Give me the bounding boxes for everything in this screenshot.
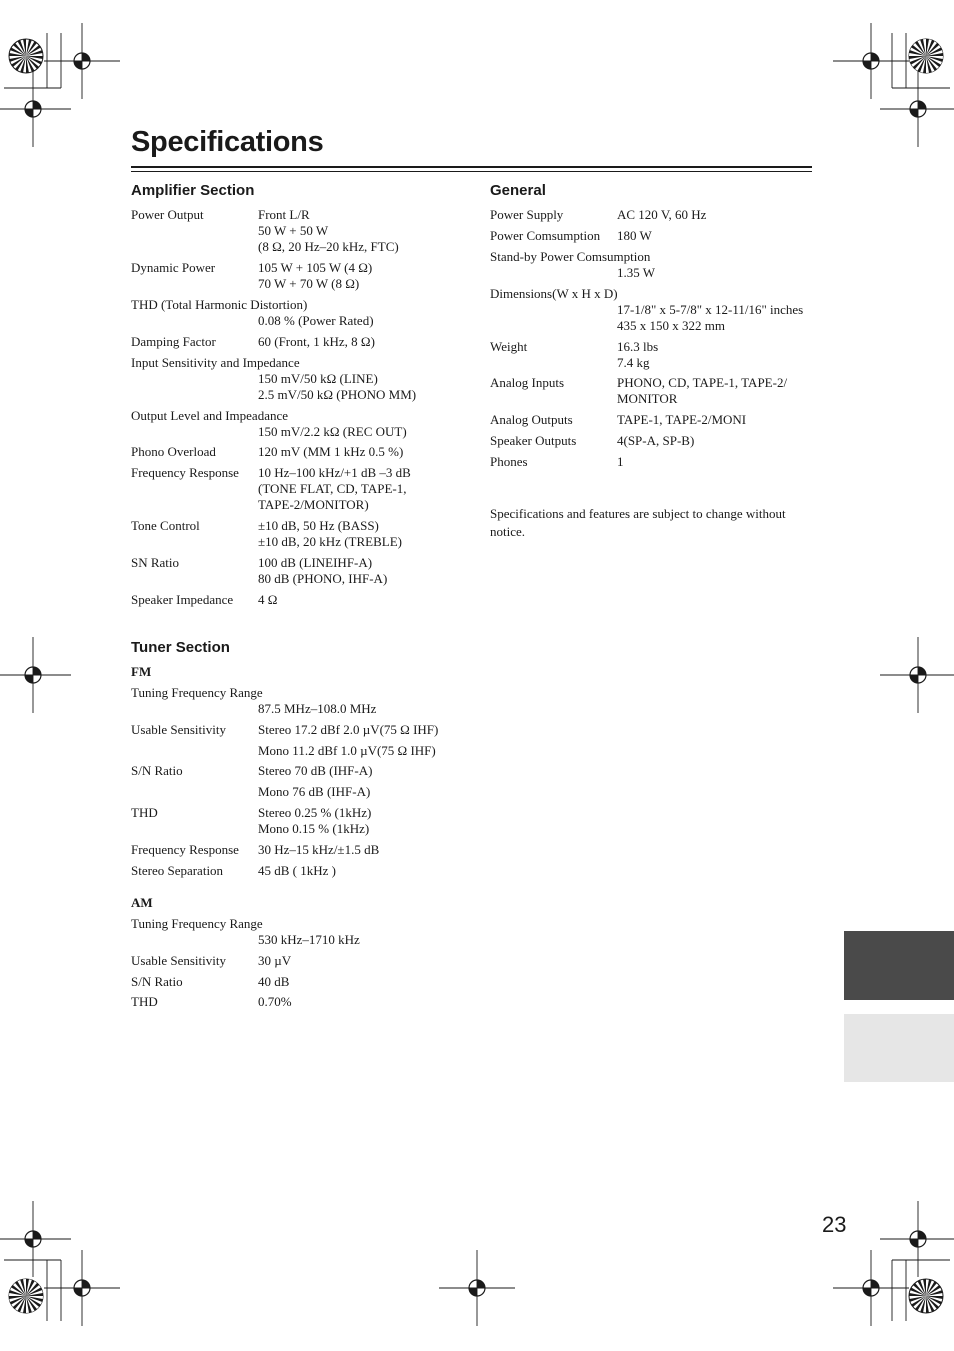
spec-label: Phono Overload xyxy=(131,444,216,459)
registration-crosshair-icon xyxy=(439,1250,515,1326)
spec-label: Power Output xyxy=(131,207,204,222)
spec-value-line: Mono 0.15 % (1kHz) xyxy=(258,821,370,836)
spec-value-line: MONITOR xyxy=(617,391,678,406)
spec-value-line: 1.35 W xyxy=(617,265,656,280)
spec-value xyxy=(617,375,787,407)
registration-crosshair-icon xyxy=(0,637,71,713)
spec-value-line: Stereo 70 dB (IHF-A) xyxy=(258,763,373,778)
spec-value xyxy=(258,371,416,403)
spec-label: Output Level and Impeadance xyxy=(131,408,289,423)
spec-label: Speaker Outputs xyxy=(490,433,577,448)
spec-value-line: Stereo 17.2 dBf 2.0 µV(75 Ω IHF) xyxy=(258,722,439,737)
spec-label: Tone Control xyxy=(131,518,200,533)
spec-value-line: 40 dB xyxy=(258,974,290,989)
spec-value-line: 0.70% xyxy=(258,994,292,1009)
spec-value xyxy=(258,260,372,292)
spec-label: Stereo Separation xyxy=(131,863,224,878)
spec-label: Usable Sensitivity xyxy=(131,722,226,737)
spec-value-line: 30 Hz–15 kHz/±1.5 dB xyxy=(258,842,380,857)
spec-value-line: 150 mV/2.2 kΩ (REC OUT) xyxy=(258,424,407,439)
spec-value-line: 30 µV xyxy=(258,953,292,968)
registration-crosshair-icon xyxy=(880,637,954,713)
registration-crosshair-icon xyxy=(833,1250,909,1326)
spec-value xyxy=(258,334,375,350)
amplifier-section-heading: Amplifier Section xyxy=(131,182,255,199)
spec-value-line: Mono 76 dB (IHF-A) xyxy=(258,784,371,799)
spec-value-line: 87.5 MHz–108.0 MHz xyxy=(258,701,377,716)
registration-starburst-icon xyxy=(9,39,43,73)
spec-value-line: 120 mV (MM 1 kHz 0.5 %) xyxy=(258,444,404,459)
spec-value-line: 2.5 mV/50 kΩ (PHONO MM) xyxy=(258,387,417,402)
spec-value-line: 45 dB ( 1kHz ) xyxy=(258,863,336,878)
spec-value xyxy=(258,743,436,759)
spec-value-line: (8 Ω, 20 Hz–20 kHz, FTC) xyxy=(258,239,399,254)
spec-value xyxy=(258,424,407,440)
section-tab-dark xyxy=(844,931,954,1000)
spec-value xyxy=(258,592,277,608)
disclaimer-note: Specifications and features are subject to change without notice. xyxy=(490,506,786,539)
registration-starburst-icon xyxy=(909,1279,943,1313)
spec-value-line: 16.3 lbs xyxy=(617,339,659,354)
spec-value-line: 60 (Front, 1 kHz, 8 Ω) xyxy=(258,334,375,349)
spec-value-line: 50 W + 50 W xyxy=(258,223,329,238)
registration-crosshair-icon xyxy=(0,71,71,147)
spec-label: THD xyxy=(131,805,158,820)
spec-value xyxy=(258,313,374,329)
spec-value-line: ±10 dB, 20 kHz (TREBLE) xyxy=(258,534,402,549)
spec-value xyxy=(258,701,376,717)
spec-value xyxy=(258,932,360,948)
spec-value xyxy=(617,228,652,244)
spec-label: S/N Ratio xyxy=(131,974,183,989)
spec-label: Frequency Response xyxy=(131,465,239,480)
spec-value-line: AC 120 V, 60 Hz xyxy=(617,207,707,222)
spec-value-line: 1 xyxy=(617,454,624,469)
spec-value-line: 530 kHz–1710 kHz xyxy=(258,932,360,947)
registration-starburst-icon xyxy=(9,1279,43,1313)
registration-crosshair-icon xyxy=(880,71,954,147)
spec-value-line: 70 W + 70 W (8 Ω) xyxy=(258,276,360,291)
spec-label: Weight xyxy=(490,339,528,354)
spec-value xyxy=(258,953,291,969)
spec-value-line: 10 Hz–100 kHz/+1 dB –3 dB xyxy=(258,465,411,480)
spec-value-line: 7.4 kg xyxy=(617,355,650,370)
fm-heading: FM xyxy=(131,664,152,679)
section-tab-light xyxy=(844,1014,954,1082)
spec-value xyxy=(617,207,706,223)
spec-label: SN Ratio xyxy=(131,555,180,570)
spec-value xyxy=(258,994,292,1010)
spec-value-line: 4 Ω xyxy=(258,592,278,607)
spec-value xyxy=(258,974,289,990)
spec-value-line: 80 dB (PHONO, IHF-A) xyxy=(258,571,388,586)
spec-value xyxy=(617,454,624,470)
spec-label: Input Sensitivity and Impedance xyxy=(131,355,300,370)
spec-label: Usable Sensitivity xyxy=(131,953,226,968)
spec-label: Speaker Impedance xyxy=(131,592,234,607)
page-title: Specifications xyxy=(131,126,324,158)
spec-value-line: 100 dB (LINEIHF-A) xyxy=(258,555,373,570)
spec-value xyxy=(617,412,746,428)
spec-value-line: Stereo 0.25 % (1kHz) xyxy=(258,805,372,820)
spec-value-line: Front L/R xyxy=(258,207,310,222)
spec-value xyxy=(258,784,370,800)
tuner-section-heading: Tuner Section xyxy=(131,639,230,656)
spec-value xyxy=(617,339,658,371)
page-number: 23 xyxy=(822,1212,847,1237)
spec-label: THD (Total Harmonic Distortion) xyxy=(131,297,308,312)
spec-label: Frequency Response xyxy=(131,842,239,857)
spec-label: Power Supply xyxy=(490,207,564,222)
spec-value xyxy=(617,302,803,334)
spec-label: Dynamic Power xyxy=(131,260,216,275)
registration-crosshair-icon xyxy=(880,1201,954,1277)
spec-value xyxy=(258,555,387,587)
spec-label: Stand-by Power Comsumption xyxy=(490,249,651,264)
spec-value-line: 105 W + 105 W (4 Ω) xyxy=(258,260,373,275)
spec-label: Dimensions(W x H x D) xyxy=(490,286,618,301)
spec-value xyxy=(258,722,438,738)
registration-crosshair-icon xyxy=(0,1201,71,1277)
spec-label: THD xyxy=(131,994,158,1009)
spec-value xyxy=(258,518,402,550)
spec-value xyxy=(258,207,399,255)
spec-value xyxy=(258,805,371,837)
spec-value xyxy=(258,444,403,460)
spec-value-line: TAPE-2/MONITOR) xyxy=(258,497,369,512)
spec-value-line: 150 mV/50 kΩ (LINE) xyxy=(258,371,378,386)
spec-value-line: (TONE FLAT, CD, TAPE-1, xyxy=(258,481,407,496)
registration-starburst-icon xyxy=(909,39,943,73)
spec-value-line: TAPE-1, TAPE-2/MONI xyxy=(617,412,747,427)
spec-label: Damping Factor xyxy=(131,334,216,349)
spec-label: S/N Ratio xyxy=(131,763,183,778)
title-rule-thin xyxy=(131,171,812,172)
title-rule xyxy=(131,166,812,168)
spec-label: Tuning Frequency Range xyxy=(131,685,263,700)
spec-label: Analog Inputs xyxy=(490,375,565,390)
spec-value xyxy=(258,465,411,513)
registration-crosshair-icon xyxy=(44,1250,120,1326)
spec-label: Power Comsumption xyxy=(490,228,601,243)
spec-label: Phones xyxy=(490,454,528,469)
spec-value-line: 17-1/8" x 5-7/8" x 12-11/16" inches xyxy=(617,302,804,317)
spec-value xyxy=(258,863,336,879)
spec-value xyxy=(258,763,372,779)
spec-value xyxy=(617,433,694,449)
spec-value-line: 0.08 % (Power Rated) xyxy=(258,313,374,328)
general-section-heading: General xyxy=(490,182,546,199)
spec-value-line: PHONO, CD, TAPE-1, TAPE-2/ xyxy=(617,375,788,390)
spec-label: Analog Outputs xyxy=(490,412,573,427)
spec-value-line: Mono 11.2 dBf 1.0 µV(75 Ω IHF) xyxy=(258,743,436,758)
am-heading: AM xyxy=(131,895,153,910)
spec-label: Tuning Frequency Range xyxy=(131,916,263,931)
spec-value-line: 4(SP-A, SP-B) xyxy=(617,433,695,448)
spec-value xyxy=(258,842,379,858)
spec-value-line: 180 W xyxy=(617,228,652,243)
spec-value-line: ±10 dB, 50 Hz (BASS) xyxy=(258,518,379,533)
spec-value xyxy=(617,265,655,281)
spec-value-line: 435 x 150 x 322 mm xyxy=(617,318,725,333)
